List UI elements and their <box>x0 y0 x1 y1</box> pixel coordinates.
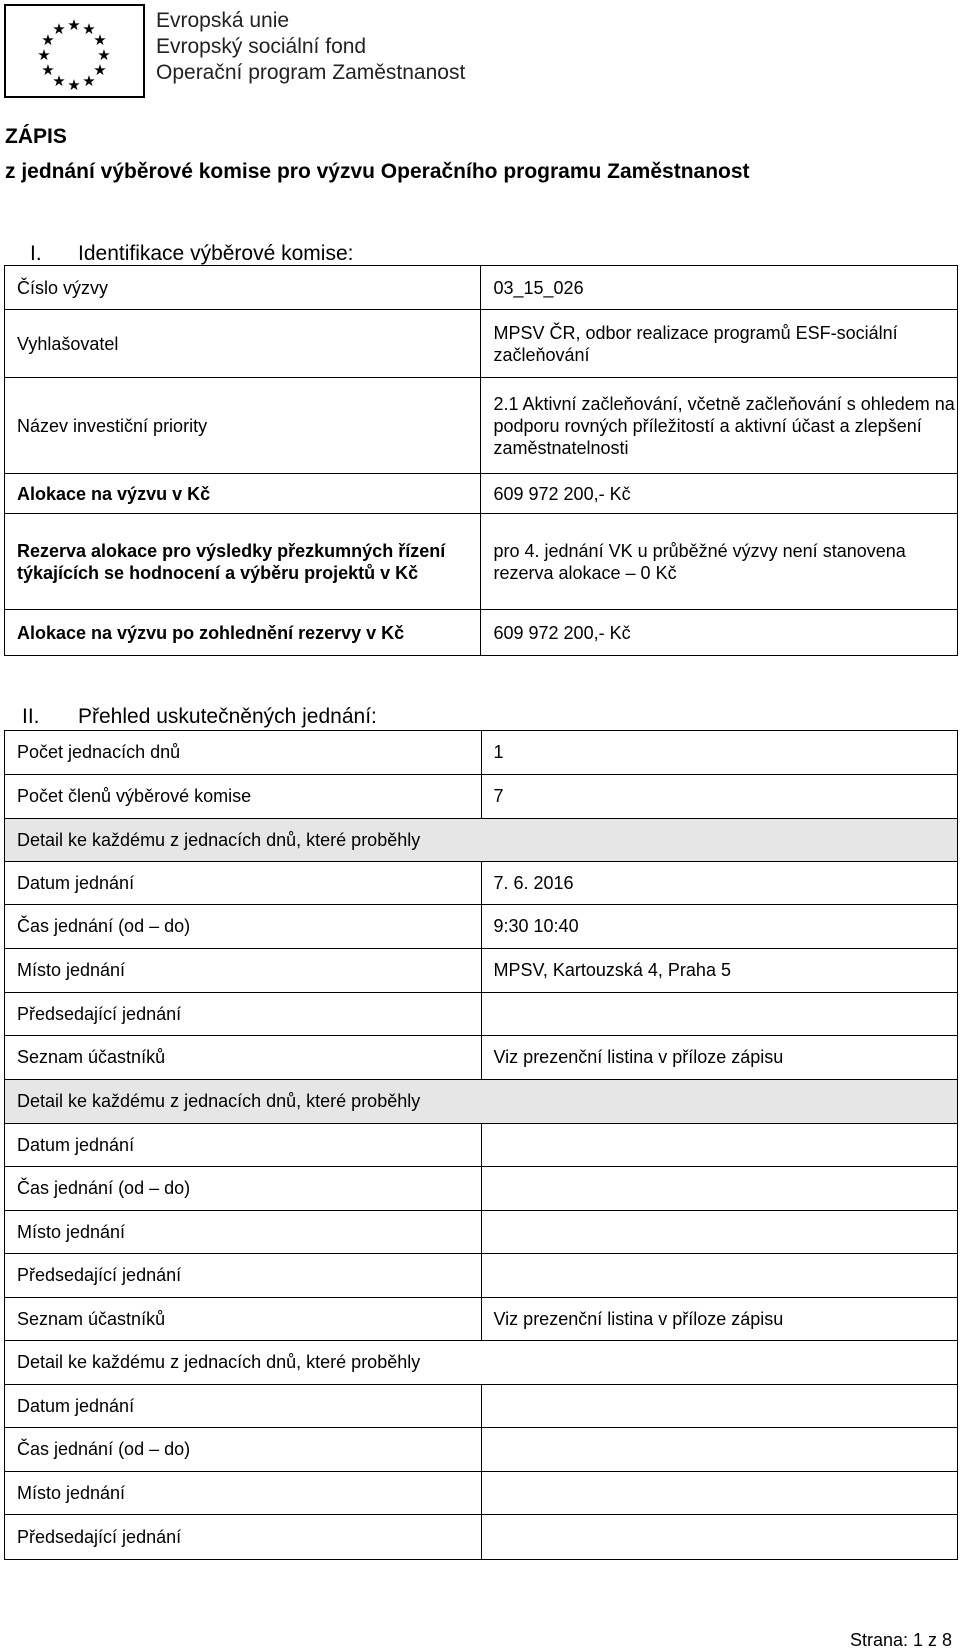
row-label: Název investiční priority <box>5 378 481 474</box>
row-value: pro 4. jednání VK u průběžné výzvy není stanovena rezerva alokace – 0 Kč <box>481 514 958 610</box>
row-value: 7. 6. 2016 <box>481 862 958 905</box>
row-value: 609 972 200,- Kč <box>481 610 958 656</box>
row-label: Počet jednacích dnů <box>5 731 482 775</box>
detail-heading-row <box>5 1080 958 1124</box>
logo-line: Evropská unie <box>156 9 290 32</box>
row-value <box>481 1385 958 1428</box>
table-row <box>5 266 958 310</box>
detail-heading-row <box>5 819 958 862</box>
table-row <box>5 905 958 949</box>
row-label: Alokace na výzvu po zohlednění rezervy v Kč <box>5 610 481 656</box>
table-row <box>5 775 958 819</box>
svg-text:★: ★ <box>67 76 81 94</box>
row-value: Viz prezenční listina v příloze zápisu <box>481 1298 958 1341</box>
table-row <box>5 862 958 905</box>
logo-line: Evropský sociální fond <box>156 35 367 58</box>
row-value: 03_15_026 <box>481 266 958 310</box>
row-value <box>481 1167 958 1211</box>
table-row <box>5 610 958 656</box>
row-label: Čas jednání (od – do) <box>5 1428 482 1472</box>
row-label: Datum jednání <box>5 862 482 905</box>
table-row <box>5 1124 958 1167</box>
svg-text:★: ★ <box>52 20 66 38</box>
row-label: Předsedající jednání <box>5 1515 482 1560</box>
row-label: Datum jednání <box>5 1385 482 1428</box>
table-row <box>5 949 958 993</box>
row-value: MPSV, Kartouzská 4, Praha 5 <box>481 949 958 993</box>
row-label: Rezerva alokace pro výsledky přezkumných řízení týkajících se hodnocení a výběru projektů v Kč <box>5 514 481 610</box>
row-value: MPSV ČR, odbor realizace programů ESF-sociální začleňování <box>481 310 958 378</box>
table-row <box>5 1167 958 1211</box>
svg-text:★: ★ <box>97 46 111 64</box>
row-label: Počet členů výběrové komise <box>5 775 482 819</box>
section-title: Přehled uskutečněných jednání: <box>78 705 377 728</box>
row-value: 2.1 Aktivní začleňování, včetně začleňování s ohledem na podporu rovných příležitostí a aktivní účast a zlepšení zaměstnatelnosti <box>481 378 958 474</box>
section-number: I. <box>30 242 42 265</box>
svg-text:★: ★ <box>52 72 66 90</box>
table-row <box>5 474 958 514</box>
row-value <box>481 1472 958 1515</box>
row-label: Seznam účastníků <box>5 1298 482 1341</box>
row-label: Alokace na výzvu v Kč <box>5 474 481 514</box>
section-2-heading <box>22 705 377 729</box>
row-label: Předsedající jednání <box>5 993 482 1036</box>
identification-table <box>4 265 958 656</box>
row-label: Seznam účastníků <box>5 1036 482 1080</box>
row-value <box>481 993 958 1036</box>
table-row <box>5 1472 958 1515</box>
logo-text <box>156 8 465 86</box>
svg-text:★: ★ <box>93 31 107 49</box>
table-row <box>5 1211 958 1254</box>
row-value: 609 972 200,- Kč <box>481 474 958 514</box>
row-label: Místo jednání <box>5 1472 482 1515</box>
section-number: II. <box>22 705 40 728</box>
document-subtitle: z jednání výběrové komise pro výzvu Operačního programu Zaměstnanost <box>5 160 750 183</box>
row-value <box>481 1211 958 1254</box>
meetings-table <box>4 730 958 1560</box>
row-value <box>481 1254 958 1298</box>
svg-text:★: ★ <box>41 61 55 79</box>
row-value <box>481 1124 958 1167</box>
table-row <box>5 378 958 474</box>
row-value: Viz prezenční listina v příloze zápisu <box>481 1036 958 1080</box>
row-label: Číslo výzvy <box>5 266 481 310</box>
row-value: 1 <box>481 731 958 775</box>
row-label: Předsedající jednání <box>5 1254 482 1298</box>
svg-text:★: ★ <box>37 46 51 64</box>
row-label: Místo jednání <box>5 949 482 993</box>
section-title: Identifikace výběrové komise: <box>78 242 354 265</box>
page-number: Strana: 1 z 8 <box>849 1630 952 1650</box>
row-value: 9:30 10:40 <box>481 905 958 949</box>
detail-heading-row <box>5 1341 958 1385</box>
table-row <box>5 993 958 1036</box>
svg-text:★: ★ <box>67 16 81 34</box>
svg-text:★: ★ <box>41 31 55 49</box>
svg-text:★: ★ <box>93 61 107 79</box>
row-value <box>481 1515 958 1560</box>
table-row <box>5 731 958 775</box>
row-label: Místo jednání <box>5 1211 482 1254</box>
table-row <box>5 1515 958 1560</box>
row-label: Datum jednání <box>5 1124 482 1167</box>
table-row <box>5 1428 958 1472</box>
table-row <box>5 1385 958 1428</box>
table-row <box>5 1298 958 1341</box>
logo-line: Operační program Zaměstnanost <box>156 61 466 84</box>
table-row <box>5 310 958 378</box>
detail-heading: Detail ke každému z jednacích dnů, které proběhly <box>5 1341 958 1385</box>
eu-stars-icon <box>6 6 143 96</box>
table-row <box>5 1254 958 1298</box>
document-title: ZÁPIS <box>5 125 67 148</box>
eu-flag-logo <box>4 4 145 98</box>
section-1-heading <box>30 242 353 266</box>
row-label: Čas jednání (od – do) <box>5 905 482 949</box>
detail-heading: Detail ke každému z jednacích dnů, které proběhly <box>5 1080 958 1124</box>
row-label: Vyhlašovatel <box>5 310 481 378</box>
table-row <box>5 514 958 610</box>
table-row <box>5 1036 958 1080</box>
row-value <box>481 1428 958 1472</box>
detail-heading: Detail ke každému z jednacích dnů, které proběhly <box>5 819 958 862</box>
svg-text:★: ★ <box>82 72 96 90</box>
svg-text:★: ★ <box>82 20 96 38</box>
row-value: 7 <box>481 775 958 819</box>
row-label: Čas jednání (od – do) <box>5 1167 482 1211</box>
